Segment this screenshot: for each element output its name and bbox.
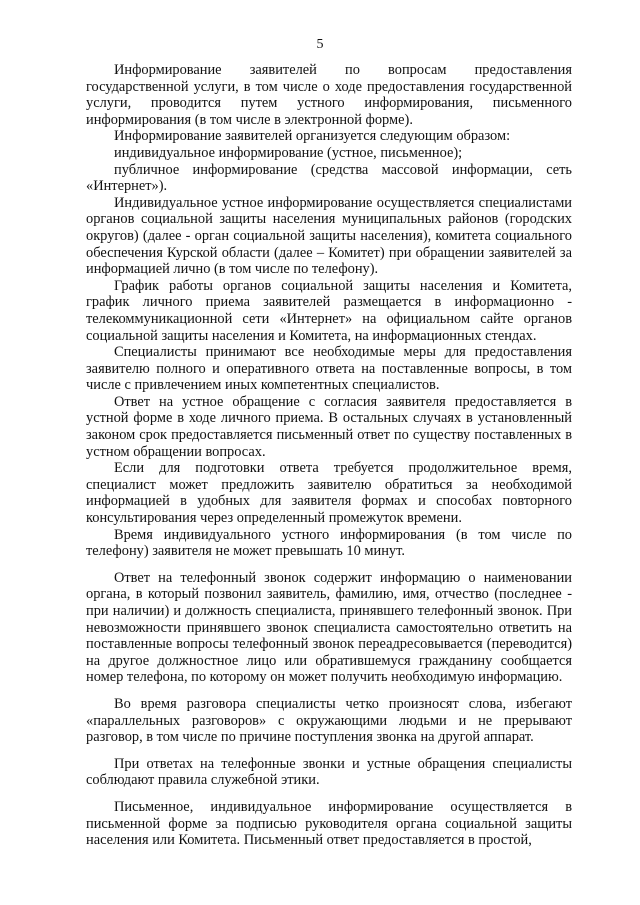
paragraph-written-informing: Письменное, индивидуальное информирование осуществляется в письменной форме за подписью руководителя органа социальной защиты населения или Комитета. Письменный ответ предоставляется в простой, [86, 798, 572, 849]
page-number: 5 [316, 37, 324, 52]
paragraph-informing-organization: Информирование заявителей организуется следующим образом: [114, 128, 511, 145]
list-item-public-informing: публичное информирование (средства массовой информации, сеть «Интернет»). [86, 161, 572, 195]
document-body [86, 62, 572, 849]
paragraph-conversation-rules: Во время разговора специалисты четко произносят слова, избегают «параллельных разговоров» с окружающими людьми и не прерывают разговор, в том числе по причине поступления звонка на другой аппарат. [86, 695, 572, 746]
paragraph-work-schedule: График работы органов социальной защиты населения и Комитета, график личного приема заявителей размещается в информационно - телекоммуникационной сети «Интернет» на официальном сайте органов социальной защиты населения и Комитета, на информационных стендах. [86, 277, 572, 344]
paragraph-service-ethics: При ответах на телефонные звонки и устные обращения специалисты соблюдают правила служебной этики. [86, 755, 572, 789]
paragraph-informing-procedure: Информирование заявителей по вопросам предоставления государственной услуги, в том числе о ходе предоставления государственной услуги, проводится путем устного информирования, письменного информирования (в том числе в электронной форме). [86, 62, 572, 128]
list-item-individual-informing: индивидуальное информирование (устное, письменное); [114, 144, 463, 161]
paragraph-long-preparation: Если для подготовки ответа требуется продолжительное время, специалист может предложить заявителю обратиться за необходимой информацией в удобных для заявителя формах и способах повторного консультирования через определенный промежуток времени. [86, 460, 572, 527]
paragraph-time-limit: Время индивидуального устного информирования (в том числе по телефону) заявителя не может превышать 10 минут. [86, 526, 572, 560]
paragraph-specialists-measures: Специалисты принимают все необходимые меры для предоставления заявителю полного и оперативного ответа на поставленные вопросы, в том числе с привлечением иных компетентных специалистов. [86, 344, 572, 394]
paragraph-oral-response: Ответ на устное обращение с согласия заявителя предоставляется в устной форме в ходе личного приема. В остальных случаях в установленный законом срок предоставляется письменный ответ по существу поставленных в устном обращении вопросах. [86, 393, 572, 460]
paragraph-phone-response: Ответ на телефонный звонок содержит информацию о наименовании органа, в который позвонил заявитель, фамилию, имя, отчество (последнее - при наличии) и должность специалиста, принявшего телефонный звонок. При невозможности принявшего звонок специалиста самостоятельно ответить на поставленные вопросы телефонный звонок переадресовывается (переводится) на другое должностное лицо или обратившемуся гражданину сообщается номер телефона, по которому он может получить необходимую информацию. [86, 569, 572, 686]
paragraph-oral-informing: Индивидуальное устное информирование осуществляется специалистами органов социальной защиты населения муниципальных районов (городских округов) (далее - орган социальной защиты населения), комитета социального обеспечения Курской области (далее – Комитет) при обращении заявителей за информацией лично (в том числе по телефону). [86, 194, 572, 278]
